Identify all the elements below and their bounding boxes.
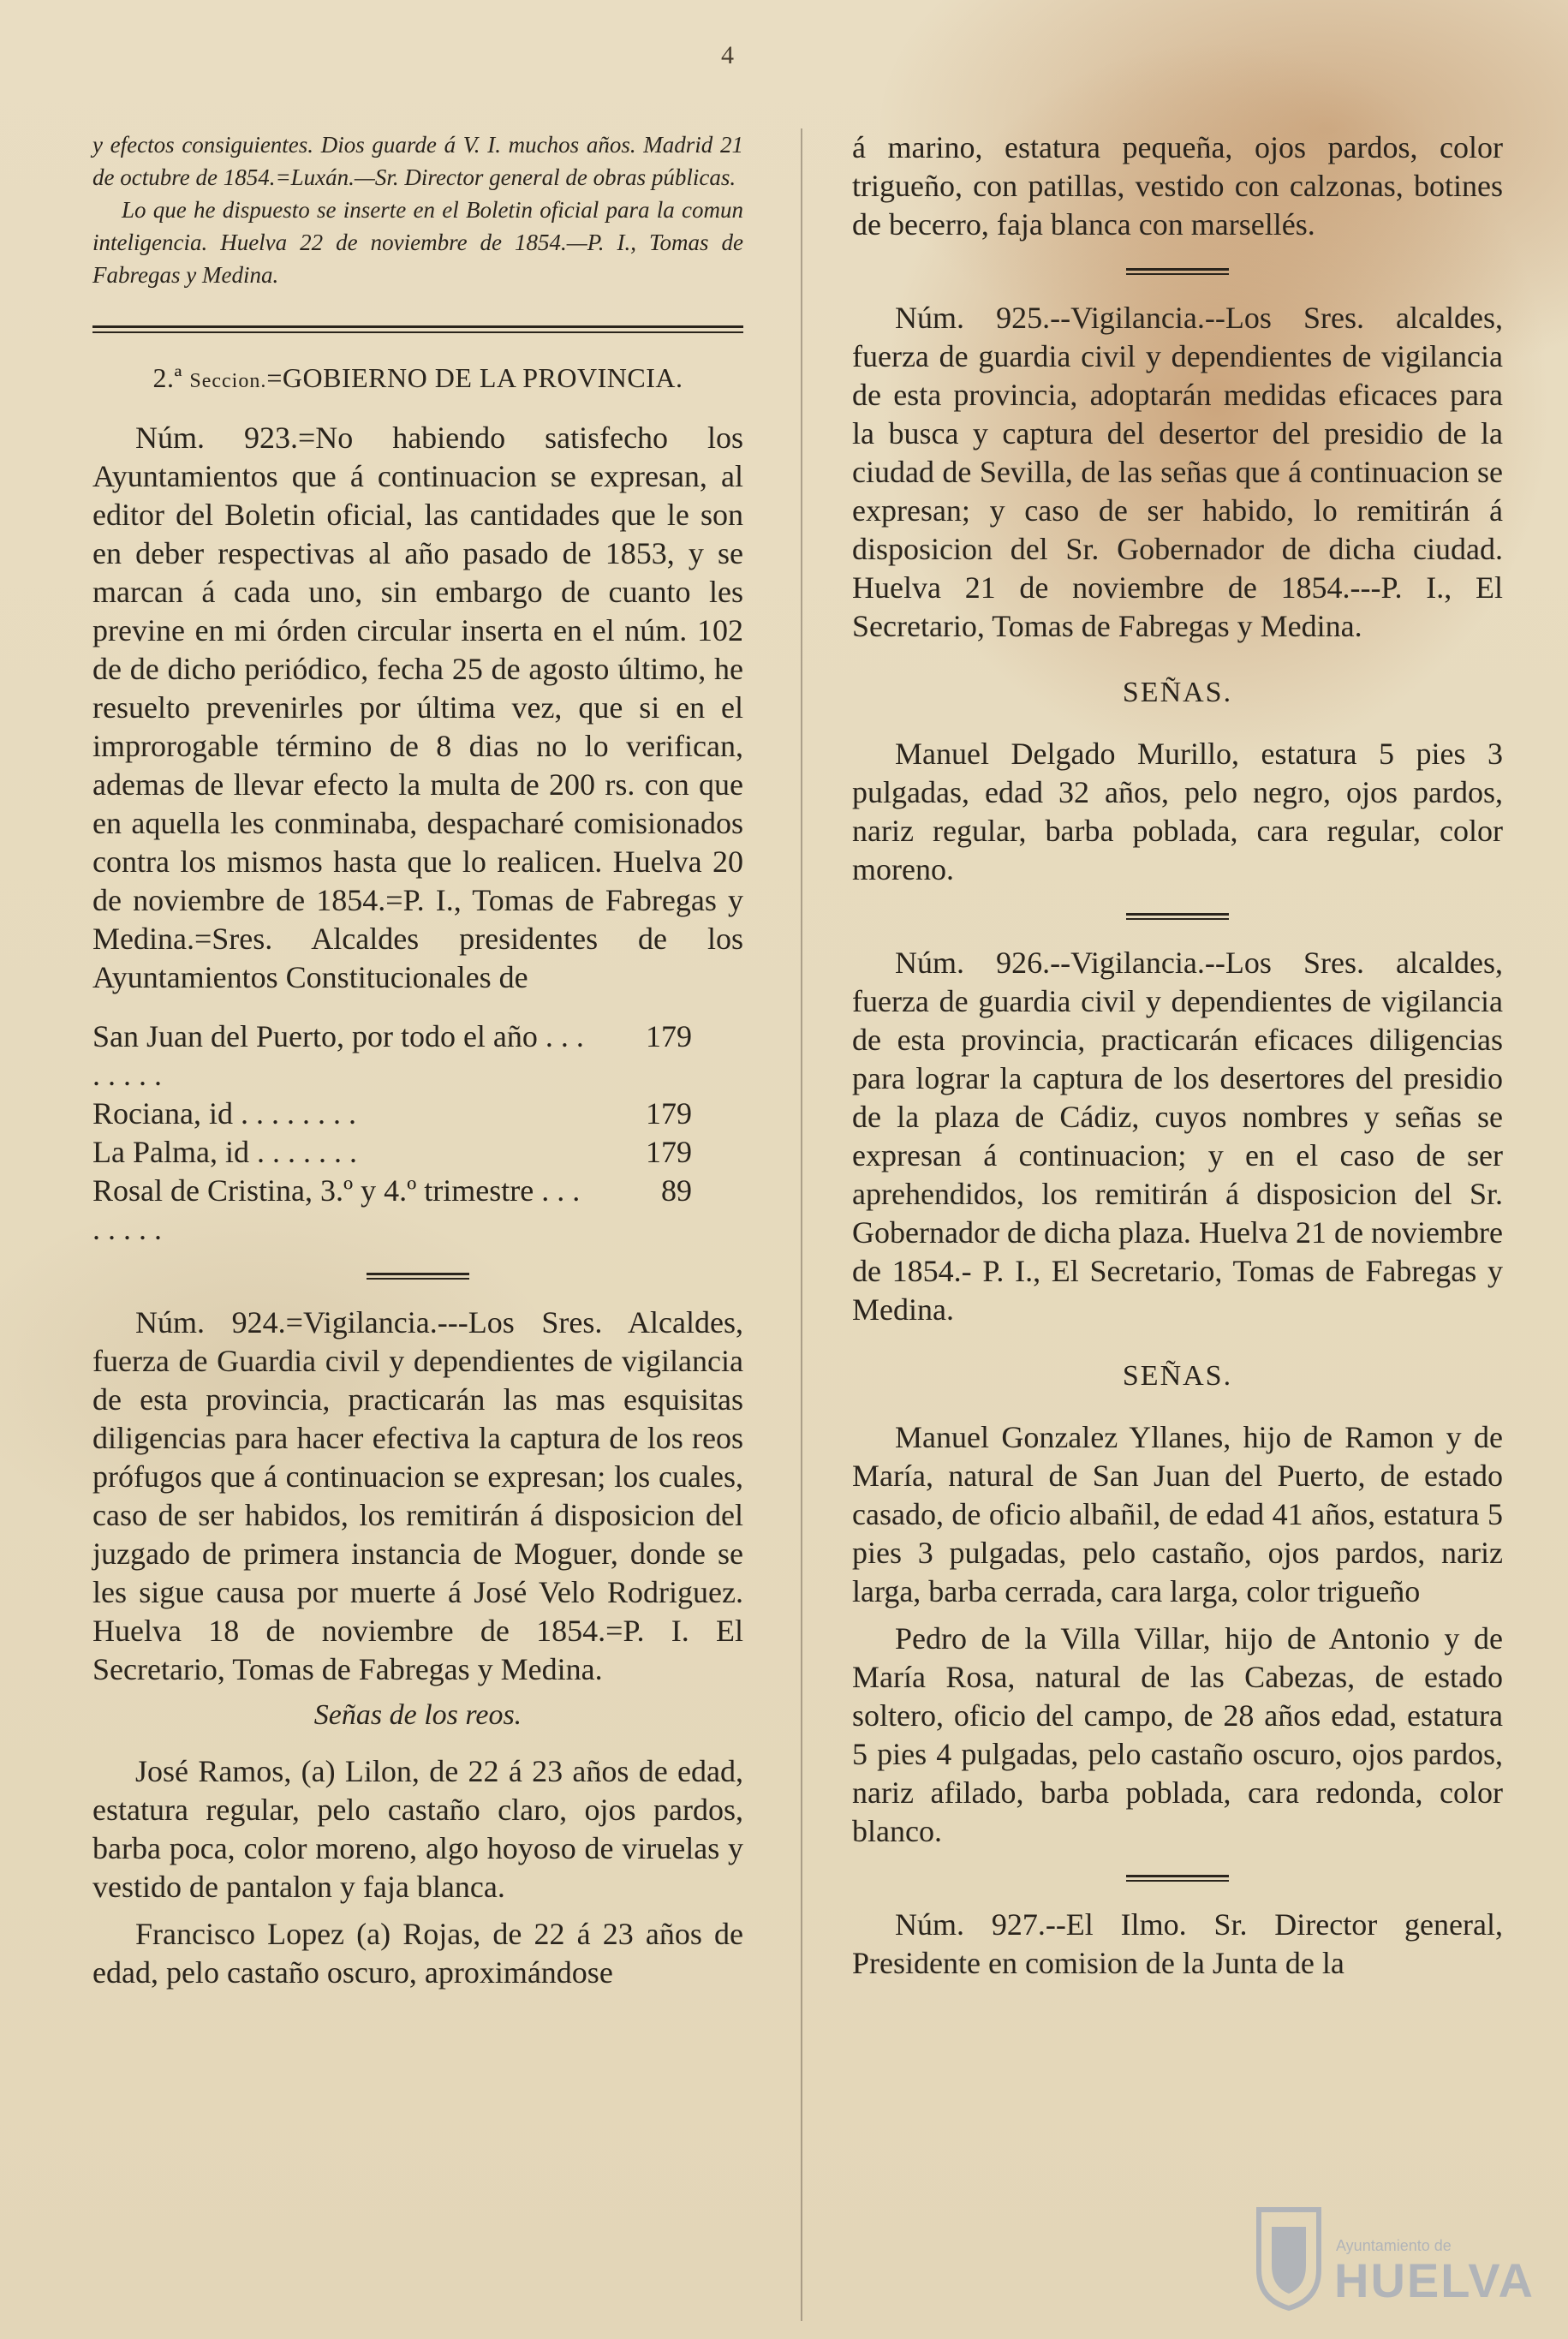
villa-description: Pedro de la Villa Villar, hijo de Antonio y de María Rosa, natural de las Cabezas, de estado soltero, oficio del campo, de 28 años edad, estatura 5 pies 4 pulgadas, pelo castaño oscuro, ojos pardos, nariz afilado, barba poblada, cara redonda, color blanco. xyxy=(852,1621,1503,1848)
senas-heading-1: SEÑAS. xyxy=(1122,677,1233,708)
amount-value: 179 xyxy=(646,1096,692,1131)
amounts-table xyxy=(92,1017,709,1249)
section-divider xyxy=(92,325,743,333)
amount-place: Rociana, id . . . . . . . . xyxy=(92,1096,356,1131)
amount-place: Rosal de Cristina, 3.º y 4.º trimestre . . . . . . . . xyxy=(92,1173,581,1246)
amount-row xyxy=(92,1017,709,1095)
senas-reos-heading: Señas de los reos. xyxy=(313,1699,522,1731)
watermark-bottom-text: HUELVA xyxy=(1334,2253,1535,2307)
notice-925: Núm. 925.--Vigilancia.--Los Sres. alcaldes, fuerza de guardia civil y dependientes de vigilancia de esta provincia, adoptarán medidas eficaces para la busca y captura del desertor del presidio de la ciudad de Sevilla, de las señas que á continuacion se expresan; y caso de ser habido, lo remitirán á disposicion del Sr. Gobernador de dicha ciudad. Huelva 21 de noviembre de 1854.---P. I., El Secretario, Tomas de Fabregas y Medina. xyxy=(852,301,1503,643)
short-divider xyxy=(1126,913,1229,920)
column-divider xyxy=(801,128,802,2321)
intro-paragraph-1: y efectos consiguientes. Dios guarde á V. I. muchos años. Madrid 21 de octubre de 1854.=Luxán.—Sr. Director general de obras públicas. xyxy=(92,132,743,190)
continuation-paragraph: á marino, estatura pequeña, ojos pardos, color trigueño, con patillas, vestido con calzonas, botines de becerro, faja blanca con marsellés. xyxy=(852,130,1503,242)
short-divider xyxy=(1126,268,1229,275)
section-word: Seccion. xyxy=(189,370,267,392)
section-number: 2.ª xyxy=(152,362,182,393)
shield-icon xyxy=(1250,2201,1327,2312)
section-heading xyxy=(92,359,743,400)
delgado-description: Manuel Delgado Murillo, estatura 5 pies 3 pulgadas, edad 32 años, pelo negro, ojos pardos, nariz regular, barba poblada, cara regular, color moreno. xyxy=(852,737,1503,886)
amount-row xyxy=(92,1133,709,1172)
notice-923: Núm. 923.=No habiendo satisfecho los Ayuntamientos que á continuacion se expresan, al editor del Boletin oficial, las cantidades que le son en deber respectivas al año pasado de 1853, y se marcan á cada uno, sin embargo de cuanto les previne en mi órden circular inserta en el núm. 102 de de dicho periódico, fecha 25 de agosto último, he resuelto prevenirles por última vez, que si en el improrogable término de 8 dias no lo verifican, ademas de llevar efecto la multa de 200 rs. con que en aquella les conminaba, despacharé comisionados contra los mismos hasta que lo realicen. Huelva 20 de noviembre de 1854.=P. I., Tomas de Fabregas y Medina.=Sres. Alcaldes presidentes de los Ayuntamientos Constitucionales de xyxy=(92,421,743,994)
page-number: 4 xyxy=(721,41,734,69)
gonzalez-description: Manuel Gonzalez Yllanes, hijo de Ramon y de María, natural de San Juan del Puerto, de estado casado, de oficio albañil, de edad 41 años, estatura 5 pies 3 pulgadas, pelo castaño, ojos pardos, nariz larga, barba cerrada, cara larga, color trigueño xyxy=(852,1420,1503,1608)
short-divider xyxy=(1126,1875,1229,1882)
section-title: =GOBIERNO DE LA PROVINCIA. xyxy=(266,362,683,393)
amount-place: La Palma, id . . . . . . . xyxy=(92,1135,357,1169)
left-column xyxy=(92,128,743,2001)
huelva-watermark-logo xyxy=(1250,2201,1559,2321)
short-divider xyxy=(367,1273,469,1280)
watermark-top-text: Ayuntamiento de xyxy=(1336,2237,1452,2254)
amount-place: San Juan del Puerto, por todo el año . . . . . . . . xyxy=(92,1019,584,1092)
intro-paragraph-2: Lo que he dispuesto se inserte en el Boletin oficial para la comun inteligencia. Huelva 22 de noviembre de 1854.—P. I., Tomas de Fabregas y Medina. xyxy=(92,197,743,288)
notice-926: Núm. 926.--Vigilancia.--Los Sres. alcaldes, fuerza de guardia civil y dependientes de vigilancia de esta provincia, practicarán eficaces diligencias para lograr la captura de los desertores del presidio de la plaza de Cádiz, cuyos nombres y señas se expresan á continuacion; y en el caso de ser aprehendidos, los remitirán á disposicion del Sr. Gobernador de dicha plaza. Huelva 21 de noviembre de 1854.- P. I., El Secretario, Tomas de Fabregas y Medina. xyxy=(852,946,1503,1327)
notice-927: Núm. 927.--El Ilmo. Sr. Director general, Presidente en comision de la Junta de la xyxy=(852,1907,1503,1980)
amount-row xyxy=(92,1095,709,1133)
reo-1: José Ramos, (a) Lilon, de 22 á 23 años de edad, estatura regular, pelo castaño claro, ojos pardos, barba poca, color moreno, algo hoyoso de viruelas y vestido de pantalon y faja blanca. xyxy=(92,1754,743,1904)
senas-heading-2: SEÑAS. xyxy=(1122,1360,1233,1392)
notice-924: Núm. 924.=Vigilancia.---Los Sres. Alcaldes, fuerza de Guardia civil y dependientes de vigilancia de esta provincia, practicarán las mas esquisitas diligencias para hacer efectiva la captura de los reos prófugos que á continuacion se expresan; los cuales, caso de ser habidos, los remitirán á disposicion del juzgado de primera instancia de Moguer, donde se les sigue causa por muerte á José Velo Rodriguez. Huelva 18 de noviembre de 1854.=P. I. El Secretario, Tomas de Fabregas y Medina. xyxy=(92,1305,743,1686)
amount-value: 179 xyxy=(646,1135,692,1169)
amount-value: 179 xyxy=(646,1019,692,1053)
amount-value: 89 xyxy=(661,1173,692,1208)
reo-2: Francisco Lopez (a) Rojas, de 22 á 23 años de edad, pelo castaño oscuro, aproximándose xyxy=(92,1917,743,1990)
right-column xyxy=(852,128,1503,1991)
amount-row xyxy=(92,1172,709,1249)
